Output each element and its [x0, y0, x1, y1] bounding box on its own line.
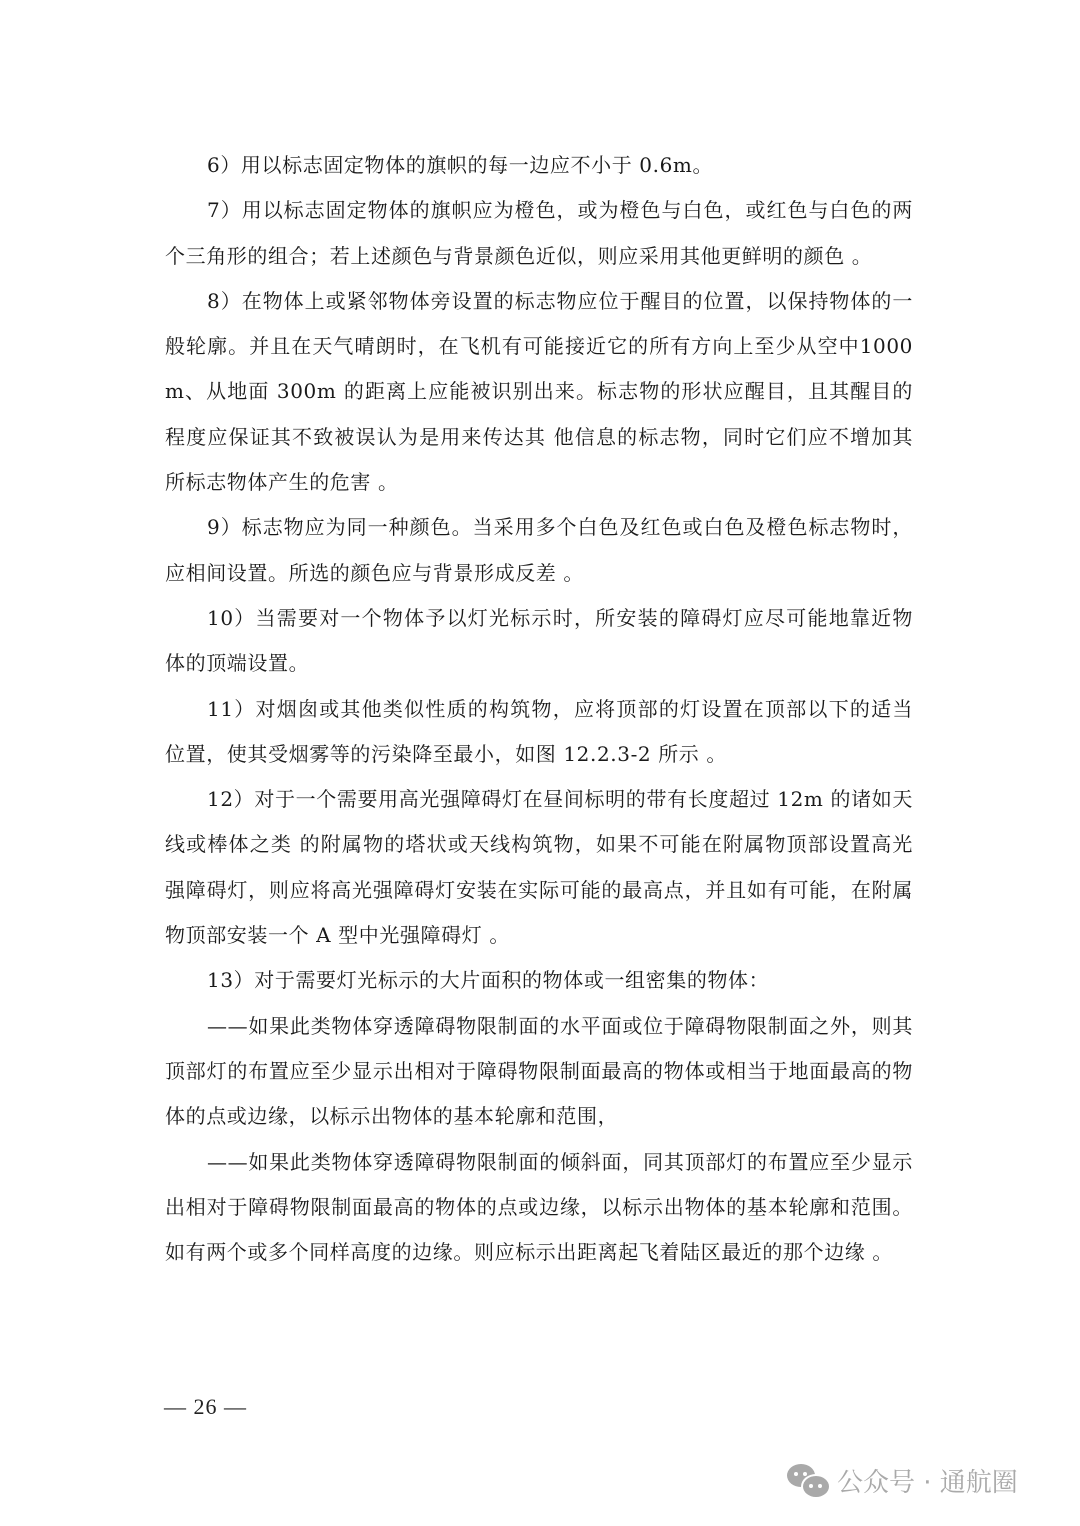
paragraph-13-item-a: ——如果此类物体穿透障碍物限制面的水平面或位于障碍物限制面之外，则其顶部灯的布置应至少显示出相对于障碍物限制面最高的物体或相当于地面最高的物体的点或边缘，以标示出物体的基本轮廓和范围， [165, 1013, 913, 1129]
paragraph-9: 9）标志物应为同一种颜色。当采用多个白色及红色或白色及橙色标志物时，应相间设置。所选的颜色应与背景形成反差 。 [165, 515, 913, 585]
document-body [165, 143, 913, 1275]
paragraph-10: 10）当需要对一个物体予以灯光标示时，所安装的障碍灯应尽可能地靠近物体的顶端设置。 [165, 605, 913, 676]
paragraph-6: 6）用以标志固定物体的旗帜的每一边应不小于 0.6m。 [207, 153, 714, 177]
wechat-icon [787, 1464, 829, 1498]
watermark [787, 1462, 1018, 1499]
paragraph-13-item-b: ——如果此类物体穿透障碍物限制面的倾斜面，同其顶部灯的布置应至少显示出相对于障碍物限制面最高的物体的点或边缘，以标示出物体的基本轮廓和范围。如有两个或多个同样高度的边缘。则应标示出距离起飞着陆区最近的那个边缘 。 [165, 1149, 913, 1265]
page-number: — 26 — [164, 1394, 247, 1419]
paragraph-8: 8）在物体上或紧邻物体旁设置的标志物应位于醒目的位置，以保持物体的一般轮廓。并且在天气晴朗时，在飞机有可能接近它的所有方向上至少从空中1000 m、从地面 300m 的距离上应能被识别出来。标志物的形状应醒目，且其醒目的程度应保证其不致被误认为是用来传达其 他信息的标志物，同时它们应不增加其所标志物体产生的危害 。 [165, 288, 913, 495]
paragraph-12: 12）对于一个需要用高光强障碍灯在昼间标明的带有长度超过 12m 的诸如天线或棒体之类 的附属物的塔状或天线构筑物，如果不可能在附属物顶部设置高光强障碍灯，则应将高光强障碍灯安装在实际可能的最高点，并且如有可能，在附属物顶部安装一个 A 型中光强障碍灯 。 [165, 787, 913, 948]
paragraph-13: 13）对于需要灯光标示的大片面积的物体或一组密集的物体： [207, 968, 770, 993]
watermark-text: 公众号 · 通航圈 [837, 1468, 1018, 1498]
paragraph-7: 7）用以标志固定物体的旗帜应为橙色，或为橙色与白色，或红色与白色的两个三角形的组合；若上述颜色与背景颜色近似，则应采用其他更鲜明的颜色 。 [165, 198, 913, 268]
paragraph-11: 11）对烟囱或其他类似性质的构筑物，应将顶部的灯设置在顶部以下的适当位置，使其受烟雾等的污染降至最小，如图 12.2.3-2 所示 。 [165, 696, 913, 766]
